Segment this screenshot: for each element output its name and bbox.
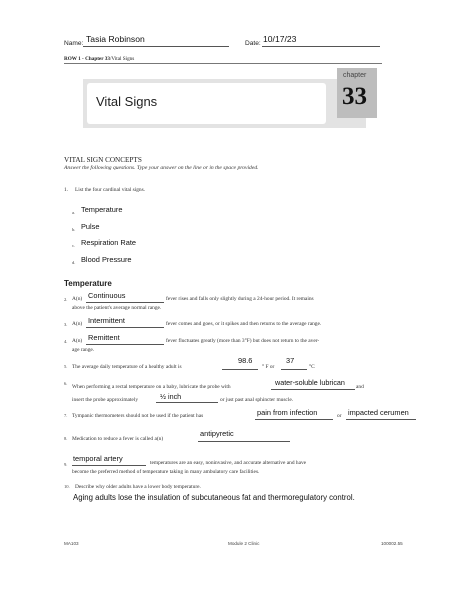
q3-answer[interactable]: Intermittent [88,316,125,325]
q7-underline-1 [255,419,333,420]
q6-number: 6. [64,381,68,386]
q3-underline [86,327,164,328]
q5-unit-f: ° F or [262,364,275,370]
footer-code: 100002.55 [381,541,403,546]
q2-prefix: A(n) [72,296,83,302]
date-underline [262,46,380,47]
q1-letter-d: d. [72,260,76,265]
q8-underline [198,441,290,442]
q8-number: 8. [64,436,68,441]
row-header: ROW 1 - Chapter 33/Vital Signs [64,56,135,62]
q2-underline [86,302,164,303]
name-underline [83,46,229,47]
q9-number: 9. [64,462,68,467]
q1-answer-c[interactable]: Respiration Rate [81,238,137,247]
concepts-instructions: Answer the following questions. Type your answer on the line or in the space provided. [64,165,259,171]
q3-prefix: A(n) [72,321,83,327]
footer-module: Module 2 Clinic [228,541,260,546]
q6-tail-1: and [356,384,364,390]
name-label: Name: [64,40,84,47]
date-label: Date: [245,40,261,47]
q2-text-1: fever rises and falls only slightly during a 24-hour period. It remains [166,296,314,302]
q6-underline-2 [156,402,218,403]
q1-letter-a: a. [72,210,76,215]
q5-underline-c [281,369,307,370]
q7-number: 7. [64,413,68,418]
q3-number: 3. [64,322,68,327]
header-rule [64,63,382,64]
q6-tail-2: or just past anal sphincter muscle. [220,397,294,403]
concepts-heading: VITAL SIGN CONCEPTS [64,156,142,164]
q1-answer-b[interactable]: Pulse [81,222,100,231]
chapter-label: chapter [343,72,367,79]
q1-number: 1. [64,187,69,193]
q8-text: Medication to reduce a fever is called a(n) [72,436,164,442]
q8-answer[interactable]: antipyretic [200,429,234,438]
q5-answer-fahrenheit[interactable]: 98.6 [238,356,253,365]
chapter-number: 33 [342,83,367,110]
q4-underline [86,344,164,345]
q7-text: Tympanic thermometers should not be used if the patient has [72,413,204,419]
q5-underline-f [222,369,258,370]
q2-text-2: above the patient's average normal range. [72,305,162,311]
q7-underline-2 [346,419,416,420]
q4-prefix: A(n) [72,338,83,344]
q10-text: Describe why older adults have a lower body temperature. [75,484,201,490]
date-field[interactable]: 10/17/23 [263,34,297,44]
q10-number: 10. [64,484,70,489]
temperature-heading: Temperature [64,279,112,288]
q9-underline [72,465,146,466]
q9-answer[interactable]: temporal artery [73,454,123,463]
q1-letter-b: b. [72,227,76,232]
q2-number: 2. [64,297,68,302]
q6-underline-1 [271,389,355,390]
q6-text-2: insert the probe approximately [72,397,139,403]
row-title: Vital Signs [111,56,135,62]
q6-answer-depth[interactable]: ½ inch [160,392,182,401]
name-field[interactable]: Tasia Robinson [86,34,145,44]
q7-answer-1[interactable]: pain from infection [257,408,318,417]
q5-unit-c: °C [309,364,315,370]
q1-answer-a[interactable]: Temperature [81,205,123,214]
q9-text-2: become the preferred method of temperature taking in many ambulatory care facilities. [72,469,260,475]
row-label: ROW 1 - [64,56,86,62]
q3-text-1: fever comes and goes, or it spikes and then returns to the average range. [166,321,322,327]
q4-text-2: age range. [72,347,95,353]
q4-text-1: fever fluctuates greatly (more than 3°F) but does not return to the aver- [166,338,320,344]
q1-answer-d[interactable]: Blood Pressure [81,255,132,264]
q5-answer-celsius[interactable]: 37 [286,356,295,365]
q6-text-1: When performing a rectal temperature on a baby, lubricate the probe with [72,384,231,390]
q9-text-1: temperatures are an easy, noninvasive, and accurate alternative and have [150,460,307,466]
q4-number: 4. [64,339,68,344]
q10-answer[interactable]: Aging adults lose the insulation of subcutaneous fat and thermoregulatory control. [73,493,355,502]
q1-text: List the four cardinal vital signs. [75,187,146,193]
q4-answer[interactable]: Remittent [88,333,120,342]
row-chapter: Chapter 33 [85,56,110,62]
q7-or: or [337,413,342,419]
q1-letter-c: c. [72,243,76,248]
q6-answer-lubricant[interactable]: water-soluble lubrican [275,378,345,387]
q5-number: 5. [64,364,68,369]
q5-text: The average daily temperature of a healthy adult is [72,364,182,370]
chapter-title: Vital Signs [96,94,158,109]
footer-course: MA103 [64,541,79,546]
q7-answer-2[interactable]: impacted cerumen [348,408,409,417]
q2-answer[interactable]: Continuous [88,291,126,300]
